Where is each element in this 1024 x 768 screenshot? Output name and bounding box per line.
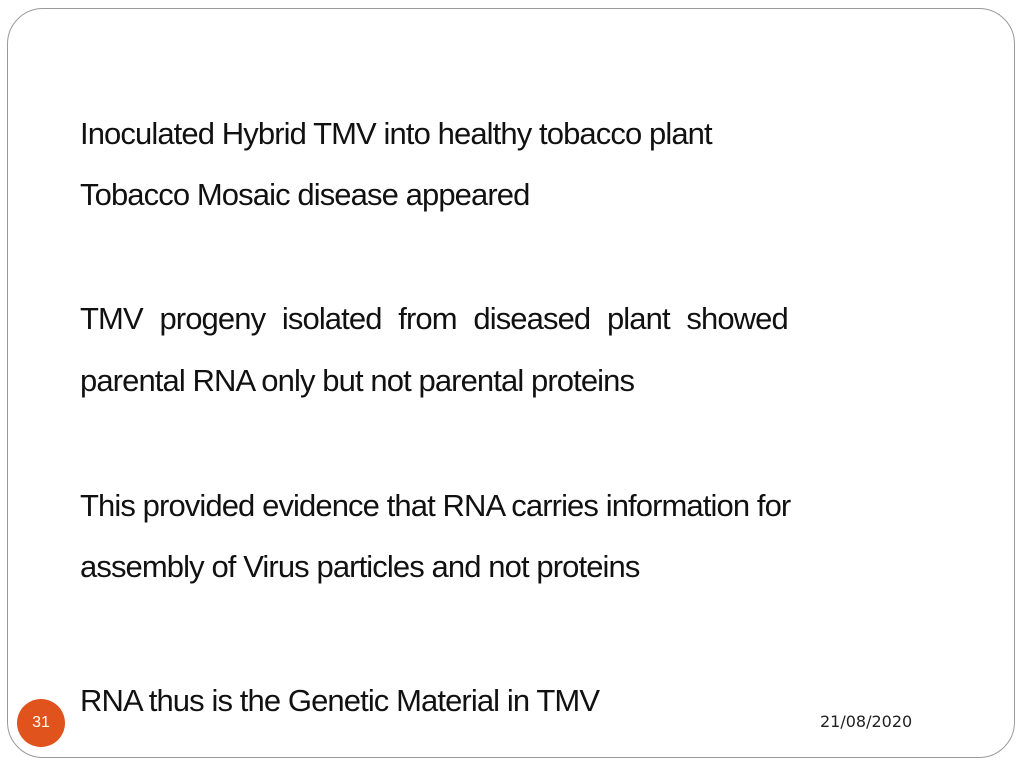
text-line-conclusion: RNA thus is the Genetic Material in TMV (80, 683, 600, 718)
slide-number-badge: 31 (17, 699, 65, 747)
text-line-parental-rna: parental RNA only but not parental proteins (80, 363, 635, 398)
slide-date: 21/08/2020 (820, 712, 913, 731)
text-line-progeny-isolated: TMV progeny isolated from diseased plant showed (80, 301, 788, 336)
text-line-inoculation: Inoculated Hybrid TMV into healthy tobacco plant (80, 116, 712, 151)
text-line-evidence: This provided evidence that RNA carries information for (80, 488, 791, 523)
text-line-assembly: assembly of Virus particles and not proteins (80, 549, 640, 584)
text-line-disease-appeared: Tobacco Mosaic disease appeared (80, 177, 530, 212)
